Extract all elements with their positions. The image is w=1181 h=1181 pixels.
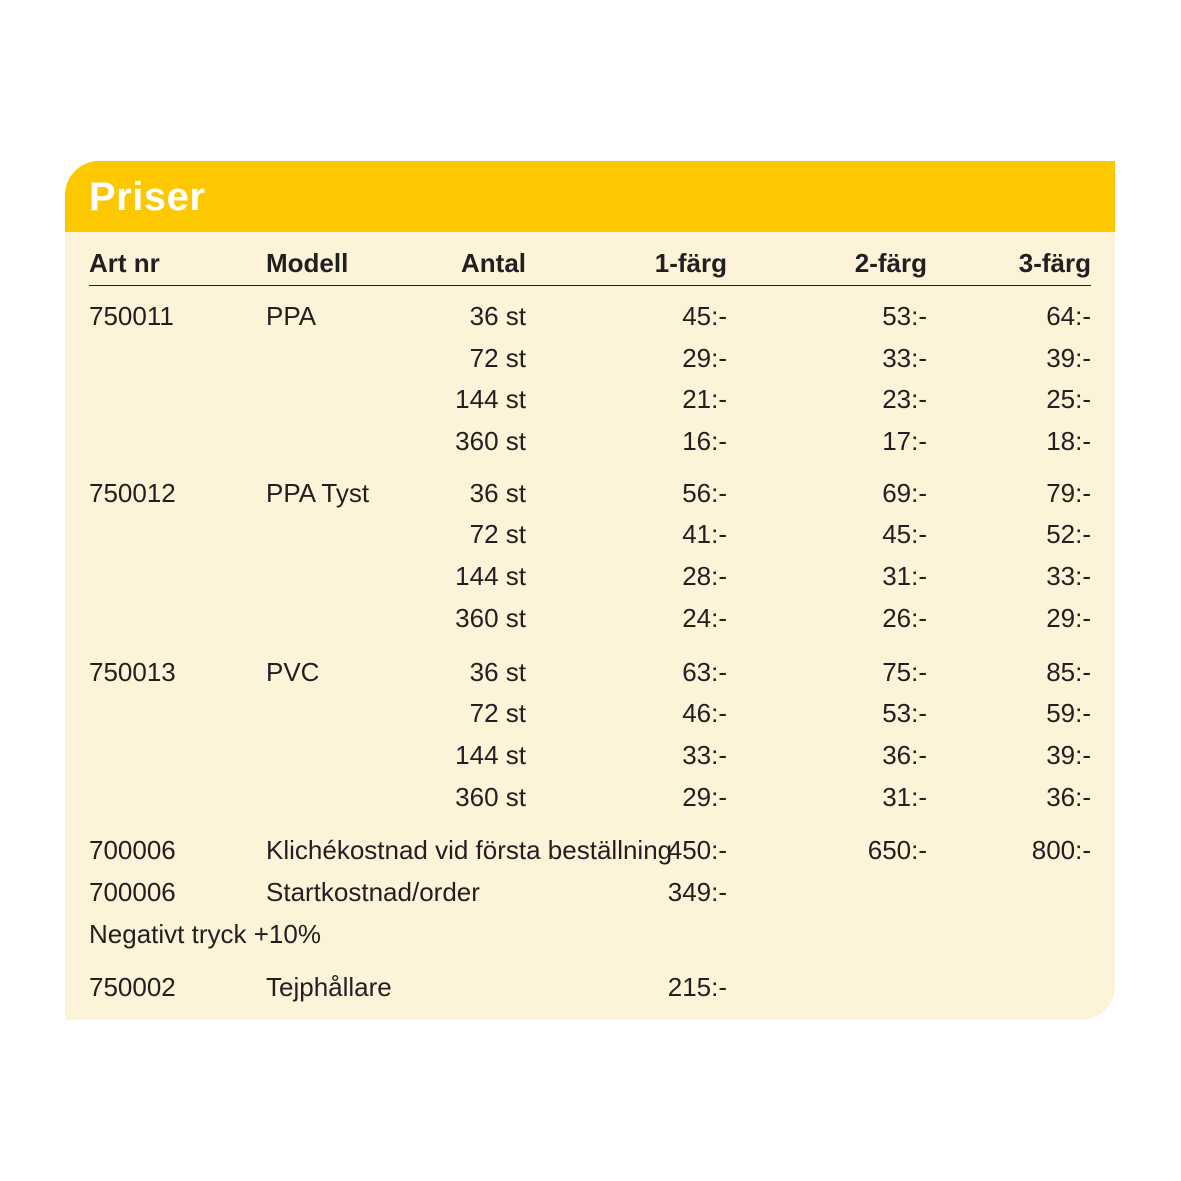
table-row <box>89 830 1091 872</box>
cell-modell: Tejphållare <box>266 972 392 1003</box>
cell-2-farg: 53:- <box>882 301 927 331</box>
cell-3-farg: 33:- <box>1046 561 1091 592</box>
table-row <box>89 556 1091 598</box>
card-header <box>65 161 1115 232</box>
cell-3-farg: 79:- <box>1046 477 1091 508</box>
cell-1-farg: 33:- <box>682 739 727 770</box>
cell-2-farg: 31:- <box>882 781 927 812</box>
cell-2-farg: 36:- <box>882 739 927 770</box>
cell-modell: PPA Tyst <box>266 477 370 508</box>
cell-art-nr: 750012 <box>89 477 176 508</box>
cell-antal: 36 st <box>469 477 526 508</box>
table-header-row <box>89 245 1091 286</box>
cell-antal: 144 st <box>455 384 526 415</box>
header-2-farg: 2-färg <box>854 248 927 278</box>
cell-antal: 360 st <box>455 426 526 457</box>
header-3-farg: 3-färg <box>1018 248 1091 278</box>
header-art-nr: Art nr <box>89 248 160 278</box>
table-row <box>89 735 1091 777</box>
cell-1-farg: 24:- <box>682 602 727 633</box>
cell-2-farg: 17:- <box>882 426 927 457</box>
cell-3-farg: 52:- <box>1046 519 1091 550</box>
table-body <box>89 296 1091 1009</box>
cell-2-farg: 53:- <box>882 698 927 729</box>
cell-antal: 36 st <box>469 301 526 331</box>
row-group <box>89 473 1091 640</box>
cell-1-farg: 21:- <box>682 384 727 415</box>
cell-modell: PVC <box>266 656 320 687</box>
cell-3-farg: 59:- <box>1046 698 1091 729</box>
row-group <box>89 830 1091 955</box>
cell-art-nr: 700006 <box>89 876 176 907</box>
table-row <box>89 514 1091 556</box>
cell-1-farg: 450:- <box>667 835 727 866</box>
cell-2-farg: 69:- <box>882 477 927 508</box>
header-modell: Modell <box>266 248 349 278</box>
cell-1-farg: 28:- <box>682 561 727 592</box>
cell-antal: 360 st <box>455 781 526 812</box>
table-row <box>89 777 1091 819</box>
cell-1-farg: 46:- <box>682 698 727 729</box>
cell-2-farg: 26:- <box>882 602 927 633</box>
cell-2-farg: 31:- <box>882 561 927 592</box>
cell-antal: 36 st <box>469 656 526 687</box>
cell-modell: PPA <box>266 301 317 331</box>
table-row <box>89 967 1091 1009</box>
cell-3-farg: 25:- <box>1046 384 1091 415</box>
cell-1-farg: 29:- <box>682 781 727 812</box>
table-row <box>89 598 1091 640</box>
cell-art-nr: 750011 <box>89 301 174 331</box>
cell-3-farg: 39:- <box>1046 739 1091 770</box>
cell-3-farg: 85:- <box>1046 656 1091 687</box>
cell-art-nr: 750002 <box>89 972 176 1003</box>
cell-antal: 72 st <box>469 698 526 729</box>
page-title: Priser <box>89 175 206 219</box>
cell-1-farg: 29:- <box>682 342 727 373</box>
cell-1-farg: 63:- <box>682 656 727 687</box>
row-group <box>89 652 1091 819</box>
cell-3-farg: 39:- <box>1046 342 1091 373</box>
table-row <box>89 914 1091 956</box>
cell-1-farg: 349:- <box>667 876 727 907</box>
table-row <box>89 296 1091 338</box>
cell-3-farg: 18:- <box>1046 426 1091 457</box>
cell-3-farg: 800:- <box>1031 835 1091 866</box>
header-antal: Antal <box>461 248 526 278</box>
price-card <box>65 161 1115 1020</box>
cell-modell: Startkostnad/order <box>266 876 480 907</box>
header-1-farg: 1-färg <box>654 248 727 278</box>
cell-antal: 144 st <box>455 739 526 770</box>
cell-1-farg: 45:- <box>682 301 727 331</box>
price-table <box>89 245 1091 1009</box>
table-row <box>89 379 1091 421</box>
cell-3-farg: 64:- <box>1046 301 1091 331</box>
cell-antal: 360 st <box>455 602 526 633</box>
cell-2-farg: 45:- <box>882 519 927 550</box>
cell-art-nr: Negativt tryck +10% <box>89 918 321 949</box>
cell-antal: 72 st <box>469 519 526 550</box>
table-row <box>89 338 1091 380</box>
cell-3-farg: 36:- <box>1046 781 1091 812</box>
cell-3-farg: 29:- <box>1046 602 1091 633</box>
cell-art-nr: 750013 <box>89 656 176 687</box>
table-row <box>89 872 1091 914</box>
cell-1-farg: 16:- <box>682 426 727 457</box>
cell-1-farg: 56:- <box>682 477 727 508</box>
row-group <box>89 296 1091 463</box>
table-row <box>89 652 1091 694</box>
cell-1-farg: 41:- <box>682 519 727 550</box>
cell-antal: 72 st <box>469 342 526 373</box>
cell-modell: Klichékostnad vid första beställning <box>266 835 673 866</box>
cell-1-farg: 215:- <box>667 972 727 1003</box>
cell-antal: 144 st <box>455 561 526 592</box>
row-group <box>89 967 1091 1009</box>
table-row <box>89 693 1091 735</box>
cell-art-nr: 700006 <box>89 835 176 866</box>
cell-2-farg: 650:- <box>867 835 927 866</box>
table-row <box>89 421 1091 463</box>
table-row <box>89 473 1091 515</box>
cell-2-farg: 75:- <box>882 656 927 687</box>
cell-2-farg: 33:- <box>882 342 927 373</box>
cell-2-farg: 23:- <box>882 384 927 415</box>
